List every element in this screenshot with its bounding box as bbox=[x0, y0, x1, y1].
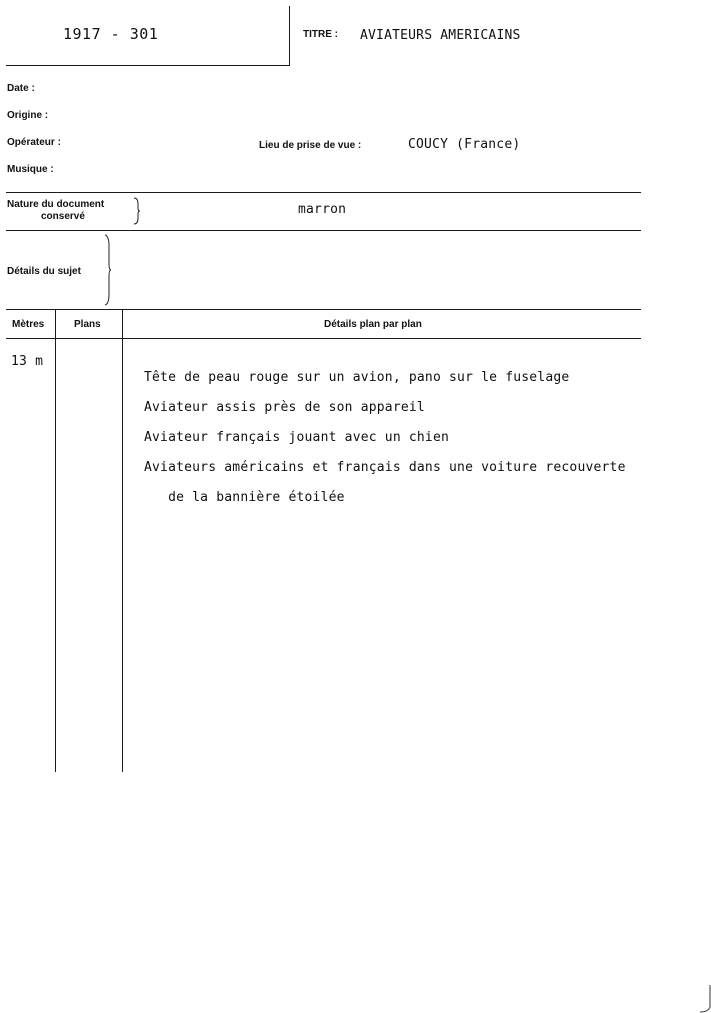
detail-line-4: Aviateurs américains et français dans une voiture recouverte bbox=[144, 460, 626, 475]
page-corner-mark bbox=[696, 985, 711, 1013]
header-box-bottom-rule bbox=[6, 65, 290, 66]
nature-label-line2: conservé bbox=[41, 211, 85, 222]
details-sujet-bottom-rule bbox=[6, 309, 641, 310]
metres-value: 13 m bbox=[11, 354, 44, 369]
header-details: Détails plan par plan bbox=[324, 319, 422, 330]
title-value: AVIATEURS AMERICAINS bbox=[360, 28, 521, 43]
nature-value: marron bbox=[298, 202, 347, 217]
nature-bottom-rule bbox=[6, 230, 641, 231]
column-divider-plans bbox=[122, 310, 123, 772]
nature-brace bbox=[133, 197, 141, 225]
lieu-value: COUCY (France) bbox=[408, 137, 521, 152]
date-label: Date : bbox=[7, 83, 35, 94]
lieu-label: Lieu de prise de vue : bbox=[259, 140, 362, 151]
nature-label-line1: Nature du document bbox=[7, 199, 105, 210]
reference-number: 1917 - 301 bbox=[63, 25, 159, 43]
origine-label: Origine : bbox=[7, 110, 49, 121]
detail-line-1: Tête de peau rouge sur un avion, pano sur le fuselage bbox=[144, 370, 570, 385]
details-sujet-label: Détails du sujet bbox=[7, 266, 81, 277]
header-box-right-rule bbox=[289, 6, 290, 66]
table-header-rule bbox=[6, 338, 641, 339]
details-sujet-brace bbox=[104, 234, 112, 306]
operateur-label: Opérateur : bbox=[7, 137, 61, 148]
nature-top-rule bbox=[6, 192, 641, 193]
detail-line-5: de la bannière étoilée bbox=[144, 490, 345, 505]
header-metres: Mètres bbox=[12, 319, 45, 330]
musique-label: Musique : bbox=[7, 164, 54, 175]
column-divider-metres bbox=[55, 310, 56, 772]
detail-line-3: Aviateur français jouant avec un chien bbox=[144, 430, 450, 445]
header-plans: Plans bbox=[74, 319, 101, 330]
title-label: TITRE : bbox=[303, 29, 338, 40]
details-text-block bbox=[144, 355, 626, 520]
detail-line-2: Aviateur assis près de son appareil bbox=[144, 400, 425, 415]
